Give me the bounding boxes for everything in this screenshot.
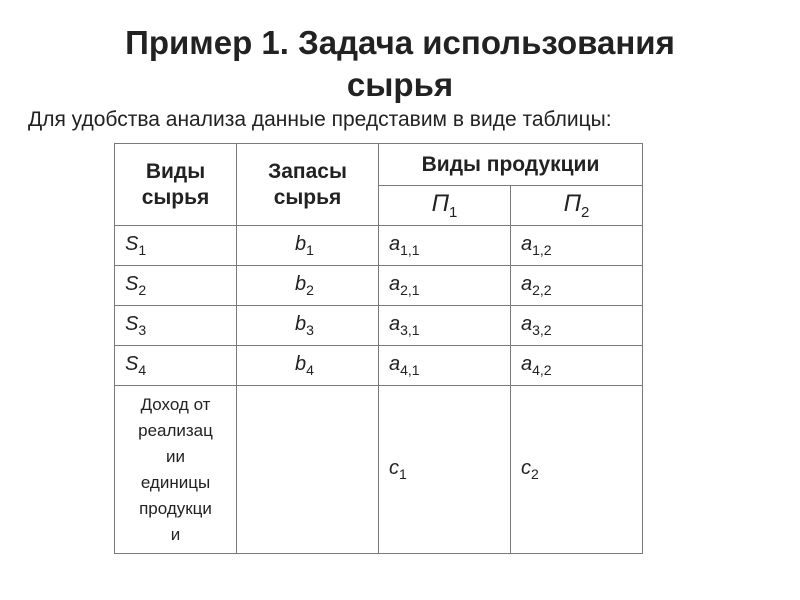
s-base: S [125, 313, 139, 335]
table-row [115, 306, 643, 346]
p1-base: П [431, 190, 450, 218]
income-empty-cell [237, 386, 379, 554]
slide-title-line2: сырья [346, 66, 454, 103]
cell-a1 [379, 226, 511, 266]
s-sub: 4 [138, 362, 147, 378]
header-product-types: Виды продукции [379, 144, 643, 186]
table-row [115, 266, 643, 306]
cell-a2 [511, 226, 643, 266]
s-sub: 3 [138, 322, 147, 338]
b-base: b [295, 273, 307, 295]
b-sub: 1 [306, 242, 314, 258]
a2-base: a [521, 273, 533, 295]
a2-sub: 3,2 [532, 322, 552, 338]
p1-sub: 1 [449, 203, 458, 221]
income-line1: Доход от [140, 394, 211, 414]
slide-subtitle: Для удобства анализа данные представим в виде таблицы: [28, 108, 612, 131]
a1-base: a [389, 233, 401, 255]
table-row-income [115, 386, 643, 554]
raw-materials-table [114, 143, 643, 554]
table-header-row [115, 144, 643, 186]
a2-sub: 1,2 [532, 242, 552, 258]
b-sub: 2 [306, 282, 314, 298]
cell-b [237, 346, 379, 386]
header-product-p1 [379, 186, 511, 226]
header-raw-types-line2: сырья [141, 185, 210, 209]
header-raw-stock [237, 144, 379, 226]
header-raw-types [115, 144, 237, 226]
s-base: S [125, 353, 139, 375]
a1-base: a [389, 313, 401, 335]
slide-title [0, 22, 800, 106]
cell-c1 [379, 386, 511, 554]
income-line3: ии [166, 446, 185, 466]
header-raw-stock-line2: сырья [273, 185, 342, 209]
s-base: S [125, 233, 139, 255]
header-raw-stock-line1: Запасы [268, 159, 347, 183]
cell-b [237, 306, 379, 346]
cell-c2 [511, 386, 643, 554]
income-label [115, 386, 237, 554]
slide-title-line1: Пример 1. Задача использования [125, 24, 675, 61]
income-line5: продукци [139, 498, 212, 518]
header-raw-types-line1: Виды [145, 159, 206, 183]
c2-sub: 2 [531, 466, 539, 482]
cell-a1 [379, 306, 511, 346]
a1-base: a [389, 353, 401, 375]
b-sub: 4 [306, 362, 314, 378]
b-base: b [295, 233, 307, 255]
cell-b [237, 226, 379, 266]
p2-base: П [563, 190, 582, 218]
income-line6: и [170, 524, 181, 544]
a2-sub: 4,2 [532, 362, 552, 378]
b-base: b [295, 353, 307, 375]
cell-a2 [511, 306, 643, 346]
a1-sub: 1,1 [400, 242, 420, 258]
c2-base: c [521, 457, 531, 479]
a2-sub: 2,2 [532, 282, 552, 298]
header-product-p2 [511, 186, 643, 226]
income-line2: реализац [138, 420, 213, 440]
p2-sub: 2 [581, 203, 590, 221]
table-row [115, 346, 643, 386]
cell-a2 [511, 346, 643, 386]
a2-base: a [521, 353, 533, 375]
a1-sub: 3,1 [400, 322, 420, 338]
s-sub: 1 [138, 242, 147, 258]
a1-base: a [389, 273, 401, 295]
s-sub: 2 [138, 282, 147, 298]
a1-sub: 4,1 [400, 362, 420, 378]
cell-s [115, 306, 237, 346]
c1-sub: 1 [399, 466, 407, 482]
cell-a1 [379, 346, 511, 386]
table-row [115, 226, 643, 266]
cell-s [115, 266, 237, 306]
b-base: b [295, 313, 307, 335]
cell-s [115, 226, 237, 266]
a2-base: a [521, 233, 533, 255]
cell-a1 [379, 266, 511, 306]
cell-s [115, 346, 237, 386]
income-line4: единицы [140, 472, 211, 492]
c1-base: c [389, 457, 399, 479]
cell-b [237, 266, 379, 306]
a2-base: a [521, 313, 533, 335]
cell-a2 [511, 266, 643, 306]
b-sub: 3 [306, 322, 314, 338]
s-base: S [125, 273, 139, 295]
a1-sub: 2,1 [400, 282, 420, 298]
